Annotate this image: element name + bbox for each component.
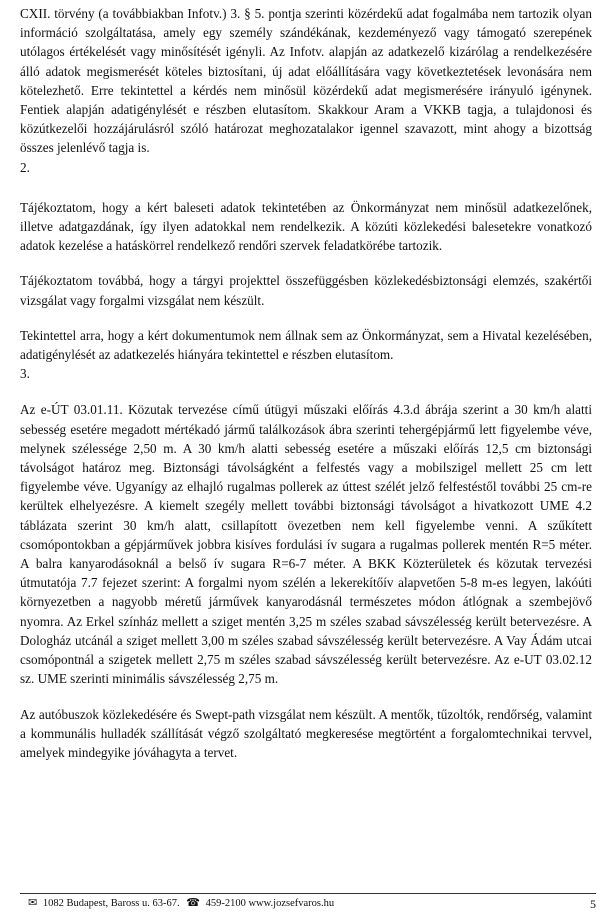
footer-phone: 459-2100 [205, 898, 246, 909]
paragraph-bus-swept-path: Az autóbuszok közlekedésére és Swept-path vizsgálat nem készült. A mentők, tűzoltók, rendőrség, valamint a kommunális hulladék szállítását végző szolgáltató megkeresése megtörtént a forgalomtechnikai tervvel, amelyek mindegyike jóváhagyta a tervet. [20, 706, 592, 760]
envelope-icon: ✉ [28, 897, 38, 909]
footer-address: 1082 Budapest, Baross u. 63-67. [42, 898, 180, 909]
paragraph-infotv-continuation: CXII. törvény (a továbbiakban Infotv.) 3. § 5. pontja szerinti közérdekű adat fogalmába nem tartozik olyan információ szolgáltatása, amely egy személy szándékának, kezdeményező vagy támogató szerepének utólagos értékelését vagy minősítését igényli. Az Infotv. alapján az adatkezelő kizárólag a rendelkezésére álló adatok megismerését köteles biztosítani, új adat előállítására vagy következtetések levonására nem kötelezhető. Erre tekintettel a kérdés nem minősül közérdekű adat megismerésére irányuló igénynek. Fentiek alapján adatigénylését e részben elutasítom. Skakkour Aram a VKKB tagja, a tulajdonosi és közútkezelői hozzájárulásról szóló határozat meghozatalakor igennel szavazott, mint ahogy a bizottság összes jelenlévő tagja is. [20, 6, 592, 156]
paragraph-safety-analysis: Tájékoztatom továbbá, hogy a tárgyi projekttel összefüggésben közlekedésbiztonsági elemzés, szakértői vizsgálat vagy forgalmi vizsgálat nem készült. [20, 273, 592, 308]
page-footer [20, 893, 596, 911]
paragraph-accident-data: Tájékoztatom, hogy a kért baleseti adatok tekintetében az Önkormányzat nem minősül adatkezelőnek, illetve adatgazdának, így ilyen adatokkal nem rendelkezik. A közúti közlekedési balesetekre vonatkozó adatok kezelése a hatáskörrel rendelkező rendőri szervek feladatkörébe tartozik. [20, 199, 592, 254]
footer-address-block [28, 896, 334, 911]
page-number: 5 [590, 896, 596, 911]
document-page [20, 4, 592, 762]
paragraph-road-design: Az e-ÚT 03.01.11. Közutak tervezése című útügyi műszaki előírás 4.3.d ábrája szerint a 30 km/h alatti sebesség esetére megadott mértékadó jármű találkozások ábra szerinti tehergépjármű lett figyelembe véve, melynek szélessége 2,50 m. A 30 km/h alatti sebesség esetére a műszaki előírás 12,5 cm biztonsági távolságot határoz meg. Biztonsági távolságként a felfestés vagy a mobilszigel mellett 25 cm lett figyelembe véve. Ugyanígy az elhajló rugalmas pollerek az úttest szélét jelző felfestéstől további 25 cm-re kerültek elhelyezésre. A kiemelt szegély mellett további biztonsági távolságot a hivatkozott UME 4.2 táblázata szerint 30 km/h alatt, csillapított övezetben nem kell figyelembe venni. A szűkített csomópontokban a gépjárművek jobbra kisíves fordulási ív sugara a rugalmas pollerek mentén R=5 méter. A balra kanyarodásoknál a belső ív sugara R=6-7 méter. A BKK Közterületek és közutak tervezési útmutatója 7.7 fejezet szerint: A forgalmi nyom szélén a lekerekítőív alapvetően 5-8 m-es legyen, lakóúti környezetben a nagyobb méretű járművek kanyarodásnál természetes módon átlógnak a szembejövő nyomra. Az Erkel színház mellett a sziget mentén 3,25 m széles szabad sávszélesség került betervezésre. A Dologház utcánál a sziget mellett 3,00 m széles szabad sávszélesség került betervezésre. A Vay Ádám utcai csomópontnál a szigetek mellett 2,75 m széles szabad sávszélesség került betervezésre. Az e-UT 03.02.12 sz. UME szerinti minimális sávszélesség 2,75 m. [20, 402, 592, 687]
footer-website[interactable]: www.jozsefvaros.hu [248, 898, 335, 909]
section-number-2: 2. [20, 159, 30, 175]
paragraph-documents-rejection: Tekintettel arra, hogy a kért dokumentumok nem állnak sem az Önkormányzat, sem a Hivatal kezelésében, adatigénylését az adatkezelés hiányára tekintettel e részben elutasítom. [20, 327, 592, 363]
telephone-icon: ☎ [186, 897, 200, 909]
section-number-3: 3. [20, 366, 30, 382]
